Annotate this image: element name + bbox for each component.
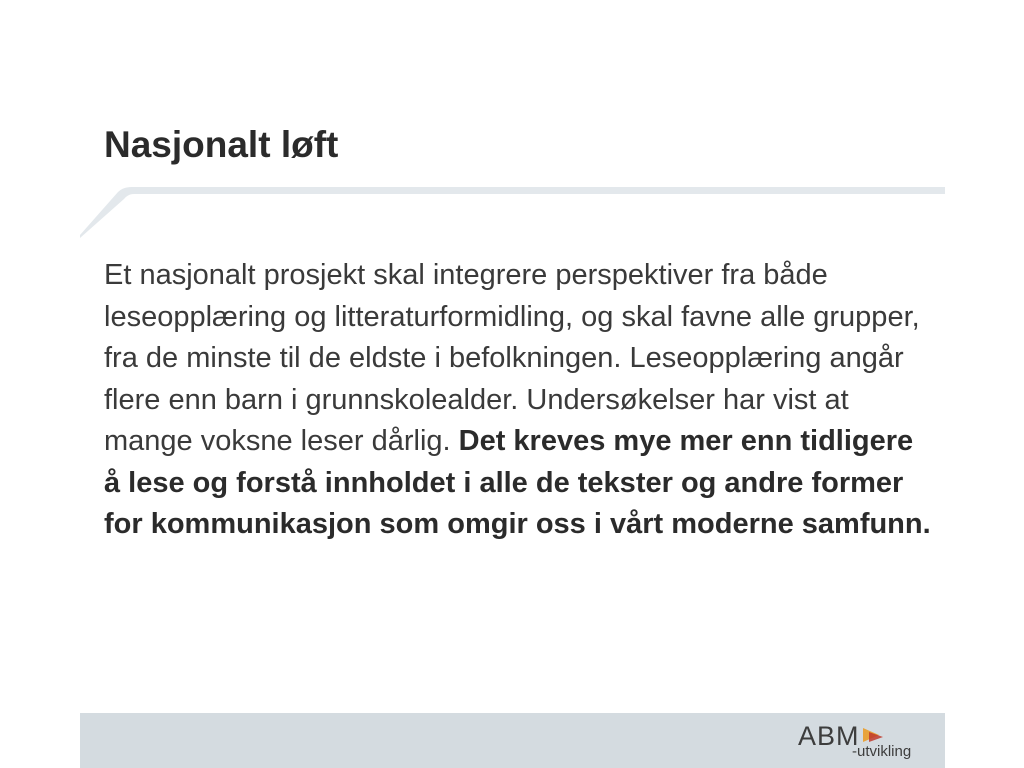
body-text-regular: Et nasjonalt prosjekt skal integrere perspektiver fra både leseopplæring og litteraturformidling, og skal favne alle grupper, fra de minste til de eldste i befolkningen. Leseopplæring angår flere enn barn i grunnskolealder. Undersøkelser har vist at mange voksne leser dårlig.	[104, 259, 920, 457]
logo-main-text: ABM	[798, 721, 860, 751]
divider-swoosh	[0, 180, 1024, 250]
slide-body	[104, 255, 934, 546]
logo-sub-text: -utvikling	[852, 743, 912, 760]
footer-band	[80, 713, 945, 768]
slide-title: Nasjonalt løft	[104, 124, 339, 165]
abm-utvikling-logo	[796, 719, 928, 765]
body-text-bold: Det kreves mye mer enn tidligere å lese og forstå innholdet i alle de tekster og andre former for kommunikasjon som omgir oss i vårt moderne samfunn.	[104, 425, 931, 540]
logo-arrow-icon	[863, 725, 885, 745]
